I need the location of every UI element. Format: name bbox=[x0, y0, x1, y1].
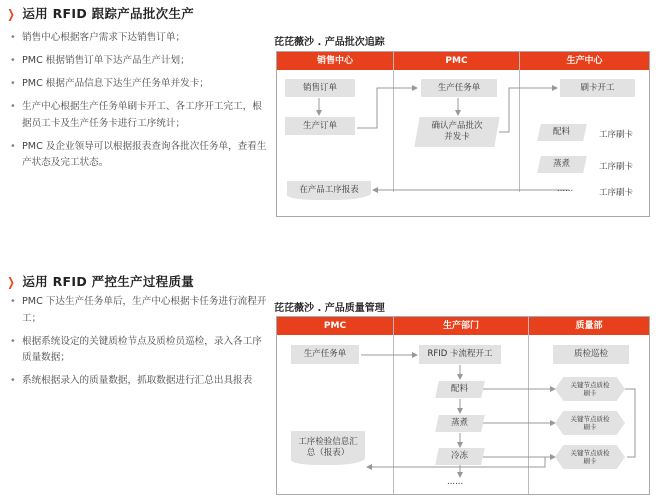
bullet-item: • 生产中心根据生产任务单刷卡开工、各工序开工完工，根据员工卡及生产任务卡进行工序统计； bbox=[6, 99, 268, 132]
arrow bbox=[357, 88, 417, 128]
node-key-card-1-label: 关键节点质检刷卡 bbox=[570, 381, 610, 397]
node-mix-label: 配料 bbox=[553, 127, 571, 137]
node-sales-order: 销售订单 bbox=[285, 79, 355, 97]
column-header-production: 生产中心 bbox=[520, 52, 649, 70]
bullet-item: • PMC 下达生产任务单后，生产中心根据卡任务进行流程开工； bbox=[6, 294, 268, 327]
bullet-item: • PMC 根据产品信息下达生产任务单并发卡； bbox=[6, 76, 268, 93]
bullet-item: • PMC 根据销售订单下达产品生产计划； bbox=[6, 53, 268, 70]
node-freeze bbox=[435, 448, 485, 465]
column-header-pmc: PMC bbox=[277, 317, 393, 335]
node-rfid-start: RFID 卡流程开工 bbox=[419, 345, 501, 364]
batch-tracking-bullet-list bbox=[6, 30, 268, 178]
connector-line bbox=[625, 389, 635, 457]
quality-control-flowchart bbox=[276, 316, 650, 495]
node-mix bbox=[435, 381, 485, 398]
node-steam-label: 蒸煮 bbox=[451, 418, 469, 428]
node-ellipsis: ...... bbox=[557, 184, 574, 194]
node-card-3: 工序刷卡 bbox=[599, 188, 634, 198]
node-mix-label: 配料 bbox=[451, 384, 469, 394]
node-key-card-1 bbox=[555, 377, 625, 401]
diagram-title-batch-tracking: 芘芘薇沙 . 产品批次追踪 bbox=[274, 37, 385, 48]
chevron-right-icon: ❯ bbox=[7, 7, 16, 21]
column-header-pmc: PMC bbox=[394, 52, 519, 70]
column-header-production-dept: 生产部门 bbox=[394, 317, 528, 335]
section-heading-text: 运用 RFID 严控生产过程质量 bbox=[22, 274, 195, 289]
column-header-quality-dept: 质量部 bbox=[529, 317, 649, 335]
section-heading-quality-control bbox=[6, 272, 194, 290]
column-header-sales: 销售中心 bbox=[277, 52, 393, 70]
section-heading-batch-tracking bbox=[6, 4, 194, 22]
node-card-2: 工序刷卡 bbox=[599, 162, 634, 172]
node-task-order: 生产任务单 bbox=[421, 79, 497, 97]
node-key-card-3 bbox=[555, 445, 625, 469]
node-steam-label: 蒸煮 bbox=[553, 159, 571, 169]
node-inspection-summary-label: 工序检验信息汇总（报表） bbox=[298, 437, 358, 458]
batch-tracking-flowchart bbox=[276, 51, 650, 217]
node-quality-patrol: 质检巡检 bbox=[553, 345, 629, 364]
quality-control-bullet-list bbox=[6, 294, 268, 396]
node-key-card-2-label: 关键节点质检刷卡 bbox=[570, 415, 610, 431]
bullet-item: • 根据系统设定的关键质检节点及质检员巡检，录入各工序质量数据； bbox=[6, 334, 268, 367]
node-task-order: 生产任务单 bbox=[291, 345, 359, 364]
chevron-right-icon: ❯ bbox=[7, 275, 16, 289]
node-production-order: 生产订单 bbox=[285, 117, 355, 135]
bullet-item: • 销售中心根据客户需求下达销售订单； bbox=[6, 30, 268, 47]
section-heading-text: 运用 RFID 跟踪产品批次生产 bbox=[22, 6, 195, 21]
node-inspection-summary bbox=[291, 431, 365, 465]
node-steam bbox=[435, 415, 485, 432]
node-ellipsis: ...... bbox=[447, 477, 464, 487]
bullet-item: • 系统根据录入的质量数据，抓取数据进行汇总出具报表 bbox=[6, 373, 268, 390]
node-key-card-2 bbox=[555, 411, 625, 435]
node-confirm-batch bbox=[414, 117, 499, 147]
node-steam bbox=[537, 156, 587, 173]
node-card-start: 刷卡开工 bbox=[560, 79, 635, 97]
node-key-card-3-label: 关键节点质检刷卡 bbox=[570, 449, 610, 465]
bullet-item: • PMC 及企业领导可以根据报表查询各批次任务单，查看生产状态及完工状态。 bbox=[6, 139, 268, 172]
node-confirm-batch-label: 确认产品批次并发卡 bbox=[431, 121, 483, 142]
node-card-1: 工序刷卡 bbox=[599, 130, 634, 140]
diagram-title-quality-control: 芘芘薇沙 . 产品质量管理 bbox=[274, 303, 385, 314]
node-mix bbox=[537, 124, 587, 141]
node-freeze-label: 冷冻 bbox=[451, 451, 469, 461]
node-process-report: 在产品工序报表 bbox=[287, 181, 371, 200]
